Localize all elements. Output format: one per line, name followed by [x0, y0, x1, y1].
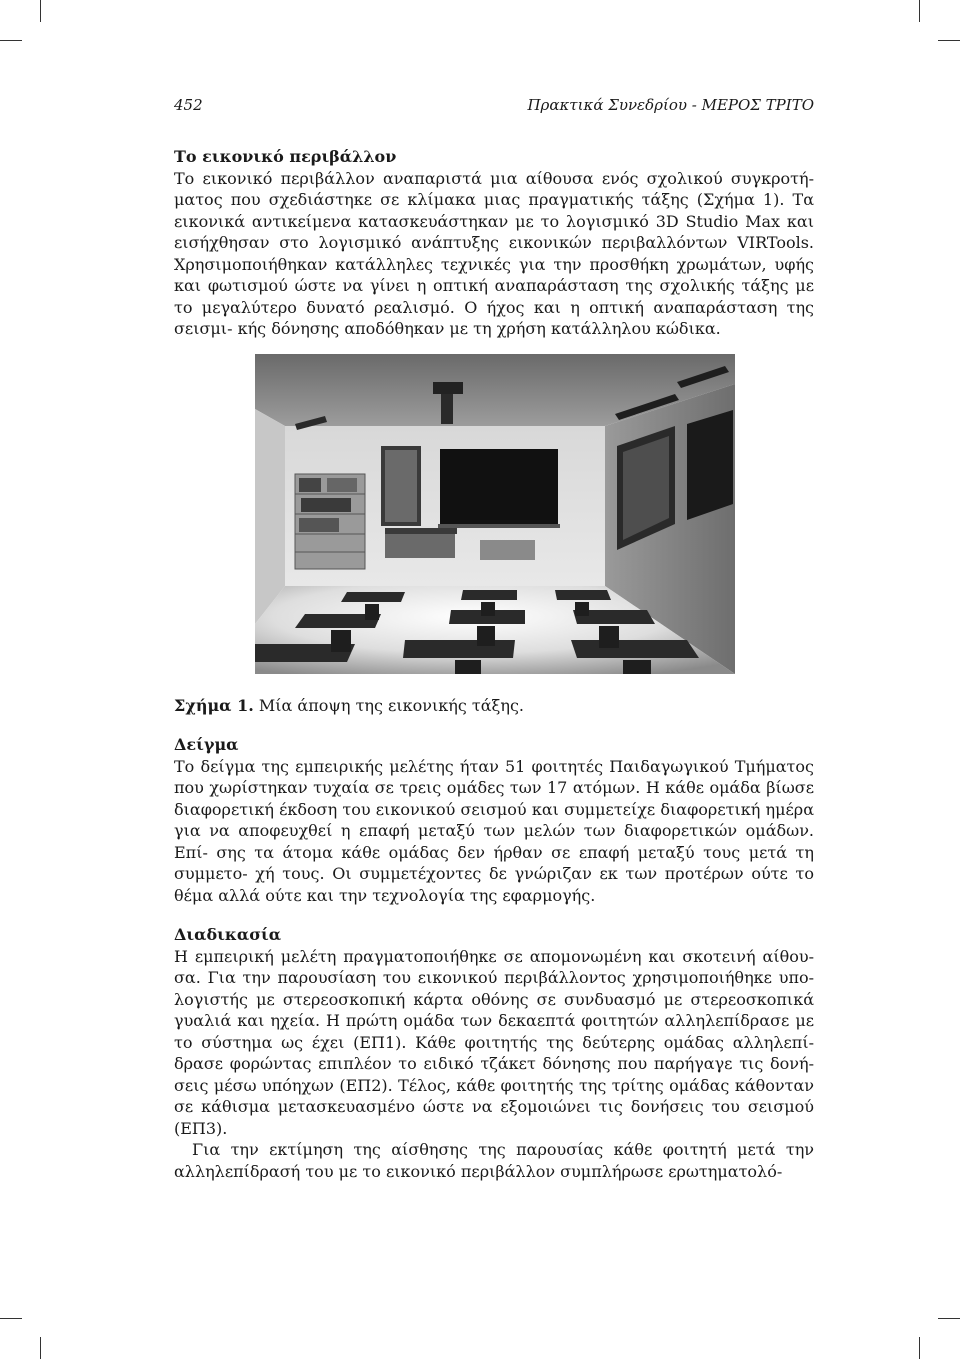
figure-caption: [174, 695, 814, 717]
crop-mark: [938, 40, 960, 41]
section-heading: Δείγμα: [174, 735, 239, 754]
figure-caption-text: Μία άποψη της εικονικής τάξης.: [253, 695, 524, 715]
section-sample: [174, 734, 814, 906]
figure-virtual-classroom: [255, 354, 735, 674]
crop-mark: [938, 1318, 960, 1319]
crop-mark: [0, 1318, 22, 1319]
running-header: [174, 96, 814, 118]
paragraph: Το εικονικό περιβάλλον αναπαριστά μια αίθουσα ενός σχολικού συγκροτή- ματος που σχεδιάστηκε σε κλίμακα μιας πραγματικής τάξης (Σχήμα 1). Τα εικονικά αντικείμενα κατασκευάστηκαν με το λογισμικό 3D Studio Max και εισήχθησαν στο λογισμικό ανάπτυξης εικονικών περιβαλλόντων VIRTools. Χρησιμοποιήθηκαν κατάλληλες τεχνικές για την προσθήκη χρωμάτων, υφής και φωτισμού ώστε να γίνει η οπτική αναπαράσταση της σχολικής τάξης με το μεγαλύτερο δυνατό ρεαλισμό. Ο ήχος και η οπτική αναπαράσταση της σεισμι- κής δόνησης αποδόθηκαν με τη χρήση κατάλληλου κώδικα.: [174, 168, 814, 338]
running-title: Πρακτικά Συνεδρίου - ΜΕΡΟΣ ΤΡΙΤΟ: [527, 96, 814, 114]
crop-mark: [40, 1337, 41, 1359]
section-heading: Διαδικασία: [174, 925, 282, 944]
section-heading: Το εικονικό περιβάλλον: [174, 147, 397, 166]
classroom-render-image: [255, 354, 735, 674]
crop-mark: [0, 40, 22, 41]
page-body: [174, 146, 814, 1182]
section-procedure: [174, 924, 814, 1182]
page-number: 452: [174, 96, 203, 114]
figure-caption-label: Σχήμα 1.: [174, 695, 254, 715]
crop-mark: [40, 0, 41, 22]
paragraph: Η εμπειρική μελέτη πραγματοποιήθηκε σε απομονωμένη και σκοτεινή αίθου- σα. Για την παρουσίαση του εικονικού περιβάλλοντος χρησιμοποιήθηκε υπο- λογιστής με στερεοσκοπική κάρτα οθόνης σε συνδυασμό με στερεοσκοπικά γυαλιά και ηχεία. Η πρώτη ομάδα των δεκαεπτά φοιτητών αλληλεπίδρασε με το σύστημα ως έχει (ΕΠ1). Κάθε φοιτητής της δεύτερης ομάδας αλληλεπί- δρασε φορώντας επιπλέον το ειδικό τζάκετ δόνησης που παρήγαγε τις δονή- σεις μέσω υπόηχων (ΕΠ2). Τέλος, κάθε φοιτητής της τρίτης ομάδας κάθονταν σε κάθισμα μετασκευασμένο ώστε να εξομοιώνει τις δονήσεις του σεισμού (ΕΠ3).: [174, 946, 814, 1138]
paragraph: Για την εκτίμηση της αίσθησης της παρουσίας κάθε φοιτητή μετά την αλληλεπίδρασή του με το εικονικό περιβάλλον συμπλήρωσε ερωτηματολό-: [174, 1140, 814, 1181]
paragraph: Το δείγμα της εμπειρικής μελέτης ήταν 51 φοιτητές Παιδαγωγικού Τμήματος που χωρίστηκαν τυχαία σε τρεις ομάδες των 17 ατόμων. Η κάθε ομάδα βίωσε διαφορετική έκδοση του εικονικού σεισμού και συμμετείχε διαφορετική ημέρα για να αποφευχθεί η επαφή μεταξύ των μελών των διαφορετικών ομάδων. Επί- σης τα άτομα κάθε ομάδας δεν ήρθαν σε επαφή μεταξύ τους μετά τη συμμετο- χή τους. Οι συμμετέχοντες δε γνώριζαν εκ των προτέρων ούτε το θέμα αλλά ούτε και την τεχνολογία της εφαρμογής.: [174, 756, 814, 905]
crop-mark: [919, 1337, 920, 1359]
crop-mark: [919, 0, 920, 22]
section-virtual-environment: [174, 146, 814, 340]
